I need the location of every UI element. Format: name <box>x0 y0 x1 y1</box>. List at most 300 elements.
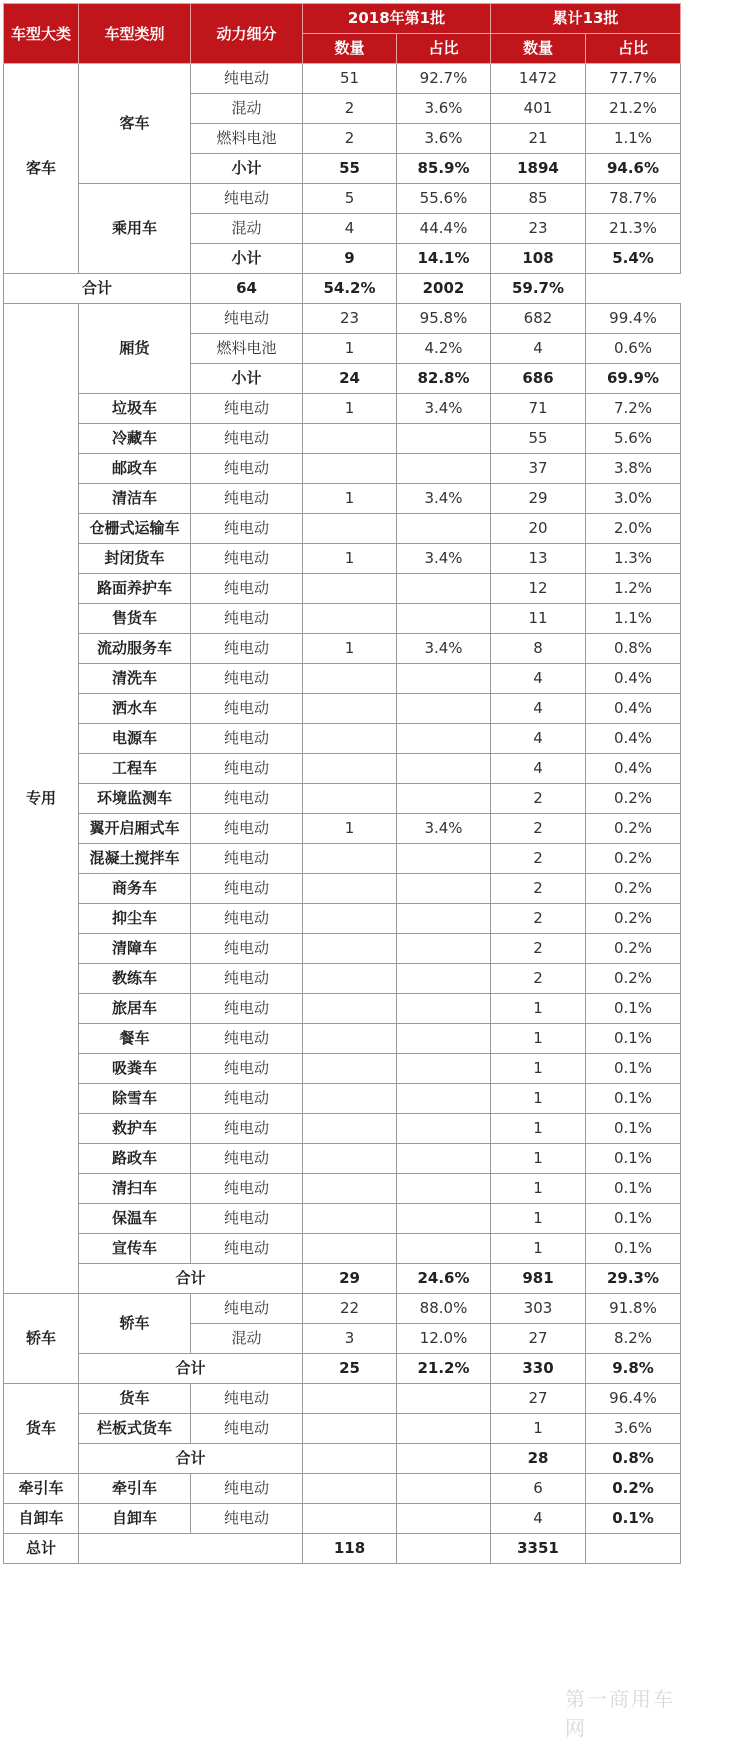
vehicle-type-cell: 工程车 <box>79 754 191 784</box>
power-cell: 纯电动 <box>191 1234 303 1264</box>
cumulative-share-cell: 0.2% <box>586 964 681 994</box>
batch-share-cell: 3.6% <box>397 124 491 154</box>
cumulative-qty-cell: 1 <box>491 1024 586 1054</box>
table-row <box>4 994 681 1024</box>
cumulative-qty-cell: 27 <box>491 1324 586 1354</box>
batch-qty-cell: 22 <box>303 1294 397 1324</box>
table-row <box>4 1024 681 1054</box>
batch-share-cell: 12.0% <box>397 1324 491 1354</box>
batch-qty-cell <box>303 754 397 784</box>
vehicle-type-cell: 仓栅式运输车 <box>79 514 191 544</box>
batch-share-cell <box>397 1204 491 1234</box>
batch-qty-cell <box>303 1174 397 1204</box>
cumulative-share-cell: 9.8% <box>586 1354 681 1384</box>
vehicle-type-cell: 客车 <box>79 64 191 184</box>
batch-share-cell <box>397 604 491 634</box>
power-cell: 纯电动 <box>191 844 303 874</box>
power-cell: 纯电动 <box>191 1084 303 1114</box>
batch-qty-cell <box>303 1054 397 1084</box>
cumulative-qty-cell: 303 <box>491 1294 586 1324</box>
power-cell: 纯电动 <box>191 424 303 454</box>
vehicle-type-cell: 厢货 <box>79 304 191 394</box>
cumulative-share-cell: 91.8% <box>586 1294 681 1324</box>
power-cell: 纯电动 <box>191 1174 303 1204</box>
batch-qty-cell: 24 <box>303 364 397 394</box>
cumulative-qty-cell: 8 <box>491 634 586 664</box>
table-row <box>4 64 681 94</box>
table-row <box>4 454 681 484</box>
batch-qty-cell: 1 <box>303 634 397 664</box>
table-row <box>4 1354 681 1384</box>
header-cumulative-qty: 数量 <box>491 34 586 64</box>
category-cell: 客车 <box>4 64 79 274</box>
category-cell: 牵引车 <box>4 1474 79 1504</box>
table-row <box>4 484 681 514</box>
header-batch: 2018年第1批 <box>303 4 491 34</box>
cumulative-share-cell: 59.7% <box>491 274 586 304</box>
batch-share-cell <box>397 1144 491 1174</box>
cumulative-qty-cell: 1 <box>491 1144 586 1174</box>
batch-qty-cell <box>303 514 397 544</box>
batch-qty-cell <box>303 844 397 874</box>
table-row <box>4 934 681 964</box>
vehicle-type-cell: 封闭货车 <box>79 544 191 574</box>
vehicle-type-cell: 电源车 <box>79 724 191 754</box>
cumulative-share-cell: 0.6% <box>586 334 681 364</box>
power-cell: 纯电动 <box>191 994 303 1024</box>
batch-qty-cell <box>303 964 397 994</box>
vehicle-type-cell: 商务车 <box>79 874 191 904</box>
batch-share-cell <box>397 1474 491 1504</box>
cumulative-share-cell: 69.9% <box>586 364 681 394</box>
grand-total-batch-qty: 118 <box>303 1534 397 1564</box>
cumulative-share-cell: 0.1% <box>586 994 681 1024</box>
cumulative-qty-cell: 1 <box>491 1084 586 1114</box>
batch-share-cell <box>397 1504 491 1534</box>
cumulative-share-cell: 1.2% <box>586 574 681 604</box>
cumulative-qty-cell: 4 <box>491 694 586 724</box>
power-cell: 小计 <box>191 154 303 184</box>
vehicle-type-cell: 清障车 <box>79 934 191 964</box>
table-row <box>4 1204 681 1234</box>
cumulative-qty-cell: 37 <box>491 454 586 484</box>
header-batch-share: 占比 <box>397 34 491 64</box>
cumulative-share-cell: 0.4% <box>586 694 681 724</box>
power-cell: 纯电动 <box>191 1474 303 1504</box>
batch-share-cell <box>397 1174 491 1204</box>
cumulative-qty-cell: 2 <box>491 814 586 844</box>
power-cell: 纯电动 <box>191 184 303 214</box>
batch-share-cell <box>397 454 491 484</box>
table-row <box>4 1384 681 1414</box>
batch-qty-cell <box>303 664 397 694</box>
table-row <box>4 424 681 454</box>
power-cell: 纯电动 <box>191 574 303 604</box>
table-row <box>4 844 681 874</box>
power-cell: 纯电动 <box>191 874 303 904</box>
power-cell: 纯电动 <box>191 484 303 514</box>
table-row <box>4 274 681 304</box>
cumulative-share-cell: 0.1% <box>586 1084 681 1114</box>
batch-qty-cell <box>303 994 397 1024</box>
power-cell: 纯电动 <box>191 544 303 574</box>
cumulative-qty-cell: 1894 <box>491 154 586 184</box>
cumulative-qty-cell: 2002 <box>397 274 491 304</box>
batch-share-cell <box>397 1384 491 1414</box>
cumulative-qty-cell: 55 <box>491 424 586 454</box>
vehicle-type-cell: 清洗车 <box>79 664 191 694</box>
table-row <box>4 814 681 844</box>
vehicle-type-cell: 清扫车 <box>79 1174 191 1204</box>
cumulative-share-cell: 29.3% <box>586 1264 681 1294</box>
table-row <box>4 664 681 694</box>
batch-qty-cell: 4 <box>303 214 397 244</box>
cumulative-qty-cell: 20 <box>491 514 586 544</box>
table-row <box>4 1264 681 1294</box>
cumulative-qty-cell: 330 <box>491 1354 586 1384</box>
batch-share-cell: 3.6% <box>397 94 491 124</box>
cumulative-share-cell: 96.4% <box>586 1384 681 1414</box>
batch-qty-cell: 9 <box>303 244 397 274</box>
cumulative-share-cell: 5.6% <box>586 424 681 454</box>
cumulative-share-cell: 0.2% <box>586 904 681 934</box>
batch-qty-cell <box>303 1204 397 1234</box>
power-cell: 纯电动 <box>191 454 303 484</box>
cumulative-share-cell: 94.6% <box>586 154 681 184</box>
vehicle-type-cell: 路面养护车 <box>79 574 191 604</box>
cumulative-qty-cell: 1 <box>491 1054 586 1084</box>
power-cell: 纯电动 <box>191 604 303 634</box>
vehicle-type-cell: 吸粪车 <box>79 1054 191 1084</box>
power-cell: 混动 <box>191 94 303 124</box>
category-cell: 专用 <box>4 304 79 1294</box>
power-cell: 小计 <box>191 244 303 274</box>
vehicle-type-cell: 混凝土搅拌车 <box>79 844 191 874</box>
power-cell: 燃料电池 <box>191 334 303 364</box>
cumulative-qty-cell: 1 <box>491 1174 586 1204</box>
batch-share-cell <box>397 784 491 814</box>
power-cell: 燃料电池 <box>191 124 303 154</box>
cumulative-qty-cell: 981 <box>491 1264 586 1294</box>
grand-total-blank <box>79 1534 303 1564</box>
header-power: 动力细分 <box>191 4 303 64</box>
batch-share-cell <box>397 724 491 754</box>
cumulative-qty-cell: 1 <box>491 1234 586 1264</box>
cumulative-share-cell: 8.2% <box>586 1324 681 1354</box>
power-cell: 纯电动 <box>191 1204 303 1234</box>
header-batch-qty: 数量 <box>303 34 397 64</box>
batch-qty-cell <box>303 784 397 814</box>
category-cell: 轿车 <box>4 1294 79 1384</box>
cumulative-share-cell: 0.8% <box>586 1444 681 1474</box>
cumulative-share-cell: 0.1% <box>586 1024 681 1054</box>
batch-qty-cell: 2 <box>303 94 397 124</box>
cumulative-share-cell: 1.1% <box>586 604 681 634</box>
vehicle-type-cell: 自卸车 <box>79 1504 191 1534</box>
category-cell: 自卸车 <box>4 1504 79 1534</box>
table-row <box>4 1144 681 1174</box>
batch-qty-cell <box>303 934 397 964</box>
batch-qty-cell: 55 <box>303 154 397 184</box>
power-cell: 混动 <box>191 1324 303 1354</box>
table-body <box>4 64 681 1564</box>
table-row <box>4 304 681 334</box>
batch-share-cell: 3.4% <box>397 634 491 664</box>
table-row <box>4 1174 681 1204</box>
cumulative-share-cell: 0.4% <box>586 664 681 694</box>
cumulative-share-cell: 0.1% <box>586 1204 681 1234</box>
batch-share-cell <box>397 1414 491 1444</box>
table-row <box>4 1444 681 1474</box>
batch-qty-cell <box>303 1474 397 1504</box>
cumulative-share-cell: 7.2% <box>586 394 681 424</box>
vehicle-type-cell: 冷藏车 <box>79 424 191 454</box>
batch-qty-cell: 25 <box>303 1354 397 1384</box>
cumulative-share-cell: 0.1% <box>586 1504 681 1534</box>
batch-share-cell <box>397 1234 491 1264</box>
total-label: 合计 <box>4 274 191 304</box>
batch-share-cell: 3.4% <box>397 814 491 844</box>
batch-share-cell <box>397 1444 491 1474</box>
cumulative-qty-cell: 1 <box>491 994 586 1024</box>
vehicle-type-cell: 邮政车 <box>79 454 191 484</box>
cumulative-qty-cell: 2 <box>491 904 586 934</box>
cumulative-qty-cell: 1 <box>491 1114 586 1144</box>
grand-total-cumulative-share <box>586 1534 681 1564</box>
cumulative-share-cell: 5.4% <box>586 244 681 274</box>
batch-share-cell: 95.8% <box>397 304 491 334</box>
power-cell: 纯电动 <box>191 784 303 814</box>
batch-share-cell <box>397 904 491 934</box>
cumulative-qty-cell: 4 <box>491 724 586 754</box>
vehicle-type-cell: 货车 <box>79 1384 191 1414</box>
cumulative-share-cell: 0.2% <box>586 814 681 844</box>
batch-qty-cell <box>303 1114 397 1144</box>
grand-total-cumulative-qty: 3351 <box>491 1534 586 1564</box>
batch-qty-cell <box>303 1414 397 1444</box>
cumulative-qty-cell: 1472 <box>491 64 586 94</box>
power-cell: 纯电动 <box>191 754 303 784</box>
cumulative-qty-cell: 4 <box>491 664 586 694</box>
table-row <box>4 574 681 604</box>
table-row <box>4 514 681 544</box>
vehicle-type-cell: 流动服务车 <box>79 634 191 664</box>
watermark-logo: 第一商用车网 <box>565 1687 675 1740</box>
vehicle-type-cell: 垃圾车 <box>79 394 191 424</box>
table-row <box>4 874 681 904</box>
batch-qty-cell <box>303 874 397 904</box>
batch-share-cell: 3.4% <box>397 484 491 514</box>
batch-qty-cell: 1 <box>303 544 397 574</box>
batch-qty-cell <box>303 1444 397 1474</box>
cumulative-share-cell: 0.2% <box>586 934 681 964</box>
header-cumulative: 累计13批 <box>491 4 681 34</box>
batch-qty-cell <box>303 1024 397 1054</box>
power-cell: 纯电动 <box>191 634 303 664</box>
table-row <box>4 1054 681 1084</box>
header-cumulative-share: 占比 <box>586 34 681 64</box>
batch-qty-cell: 23 <box>303 304 397 334</box>
batch-share-cell <box>397 664 491 694</box>
cumulative-qty-cell: 85 <box>491 184 586 214</box>
cumulative-share-cell: 0.8% <box>586 634 681 664</box>
power-cell: 纯电动 <box>191 964 303 994</box>
batch-qty-cell <box>303 724 397 754</box>
cumulative-qty-cell: 21 <box>491 124 586 154</box>
batch-share-cell <box>397 1024 491 1054</box>
batch-share-cell: 44.4% <box>397 214 491 244</box>
batch-share-cell: 3.4% <box>397 544 491 574</box>
cumulative-share-cell: 0.4% <box>586 754 681 784</box>
batch-qty-cell <box>303 694 397 724</box>
total-label: 合计 <box>79 1354 303 1384</box>
cumulative-qty-cell: 1 <box>491 1204 586 1234</box>
cumulative-qty-cell: 4 <box>491 754 586 784</box>
batch-qty-cell <box>303 1084 397 1114</box>
cumulative-share-cell: 3.0% <box>586 484 681 514</box>
batch-qty-cell: 1 <box>303 394 397 424</box>
power-cell: 纯电动 <box>191 1054 303 1084</box>
vehicle-type-cell: 洒水车 <box>79 694 191 724</box>
batch-qty-cell <box>303 574 397 604</box>
power-cell: 纯电动 <box>191 1114 303 1144</box>
power-cell: 纯电动 <box>191 724 303 754</box>
batch-share-cell <box>397 964 491 994</box>
cumulative-qty-cell: 682 <box>491 304 586 334</box>
cumulative-qty-cell: 12 <box>491 574 586 604</box>
cumulative-qty-cell: 2 <box>491 964 586 994</box>
batch-share-cell <box>397 754 491 784</box>
batch-qty-cell <box>303 424 397 454</box>
batch-qty-cell <box>303 904 397 934</box>
cumulative-share-cell: 0.1% <box>586 1054 681 1084</box>
power-cell: 纯电动 <box>191 814 303 844</box>
cumulative-share-cell: 0.2% <box>586 874 681 904</box>
batch-qty-cell <box>303 604 397 634</box>
cumulative-share-cell: 21.3% <box>586 214 681 244</box>
power-cell: 纯电动 <box>191 904 303 934</box>
table-row <box>4 904 681 934</box>
batch-qty-cell: 5 <box>303 184 397 214</box>
nev-catalog-table <box>3 3 681 1564</box>
batch-share-cell <box>397 994 491 1024</box>
cumulative-share-cell: 3.6% <box>586 1414 681 1444</box>
batch-share-cell <box>397 574 491 604</box>
power-cell: 小计 <box>191 364 303 394</box>
category-cell: 货车 <box>4 1384 79 1474</box>
total-label: 合计 <box>79 1264 303 1294</box>
cumulative-share-cell: 77.7% <box>586 64 681 94</box>
vehicle-type-cell: 牵引车 <box>79 1474 191 1504</box>
power-cell: 纯电动 <box>191 394 303 424</box>
batch-share-cell: 55.6% <box>397 184 491 214</box>
grand-total-label: 总计 <box>4 1534 79 1564</box>
cumulative-qty-cell: 23 <box>491 214 586 244</box>
table-row <box>4 694 681 724</box>
cumulative-qty-cell: 71 <box>491 394 586 424</box>
batch-share-cell: 54.2% <box>303 274 397 304</box>
table-row <box>4 1294 681 1324</box>
vehicle-type-cell: 救护车 <box>79 1114 191 1144</box>
cumulative-share-cell: 2.0% <box>586 514 681 544</box>
power-cell: 纯电动 <box>191 1504 303 1534</box>
table-row <box>4 1114 681 1144</box>
vehicle-type-cell: 路政车 <box>79 1144 191 1174</box>
cumulative-qty-cell: 108 <box>491 244 586 274</box>
vehicle-type-cell: 除雪车 <box>79 1084 191 1114</box>
vehicle-type-cell: 旅居车 <box>79 994 191 1024</box>
cumulative-share-cell: 0.1% <box>586 1114 681 1144</box>
batch-share-cell: 82.8% <box>397 364 491 394</box>
batch-share-cell <box>397 694 491 724</box>
power-cell: 纯电动 <box>191 664 303 694</box>
vehicle-type-cell: 乘用车 <box>79 184 191 274</box>
batch-share-cell: 88.0% <box>397 1294 491 1324</box>
batch-share-cell <box>397 934 491 964</box>
cumulative-qty-cell: 29 <box>491 484 586 514</box>
batch-share-cell: 92.7% <box>397 64 491 94</box>
cumulative-share-cell: 1.3% <box>586 544 681 574</box>
cumulative-qty-cell: 2 <box>491 844 586 874</box>
batch-share-cell <box>397 1084 491 1114</box>
cumulative-qty-cell: 13 <box>491 544 586 574</box>
batch-share-cell: 14.1% <box>397 244 491 274</box>
cumulative-qty-cell: 27 <box>491 1384 586 1414</box>
batch-share-cell: 24.6% <box>397 1264 491 1294</box>
cumulative-qty-cell: 4 <box>491 334 586 364</box>
power-cell: 纯电动 <box>191 1384 303 1414</box>
table-row <box>4 724 681 754</box>
power-cell: 纯电动 <box>191 304 303 334</box>
total-label: 合计 <box>79 1444 303 1474</box>
vehicle-type-cell: 翼开启厢式车 <box>79 814 191 844</box>
table-row <box>4 964 681 994</box>
table-row <box>4 394 681 424</box>
power-cell: 混动 <box>191 214 303 244</box>
table-row <box>4 754 681 784</box>
header-type: 车型类别 <box>79 4 191 64</box>
cumulative-qty-cell: 2 <box>491 874 586 904</box>
batch-qty-cell: 3 <box>303 1324 397 1354</box>
batch-share-cell <box>397 874 491 904</box>
power-cell: 纯电动 <box>191 1294 303 1324</box>
vehicle-type-cell: 教练车 <box>79 964 191 994</box>
vehicle-type-cell: 保温车 <box>79 1204 191 1234</box>
table-row <box>4 604 681 634</box>
batch-qty-cell <box>303 1384 397 1414</box>
cumulative-share-cell: 78.7% <box>586 184 681 214</box>
vehicle-type-cell: 售货车 <box>79 604 191 634</box>
batch-qty-cell: 1 <box>303 484 397 514</box>
cumulative-qty-cell: 1 <box>491 1414 586 1444</box>
cumulative-qty-cell: 4 <box>491 1504 586 1534</box>
cumulative-share-cell: 0.1% <box>586 1174 681 1204</box>
grand-total-batch-share <box>397 1534 491 1564</box>
cumulative-qty-cell: 2 <box>491 934 586 964</box>
table-row <box>4 1084 681 1114</box>
power-cell: 纯电动 <box>191 934 303 964</box>
batch-qty-cell: 1 <box>303 334 397 364</box>
cumulative-qty-cell: 11 <box>491 604 586 634</box>
batch-qty-cell <box>303 454 397 484</box>
table-row <box>4 634 681 664</box>
vehicle-type-cell: 环境监测车 <box>79 784 191 814</box>
cumulative-share-cell: 0.2% <box>586 784 681 814</box>
cumulative-share-cell: 3.8% <box>586 454 681 484</box>
table-row <box>4 1534 681 1564</box>
batch-share-cell: 3.4% <box>397 394 491 424</box>
batch-share-cell <box>397 1114 491 1144</box>
